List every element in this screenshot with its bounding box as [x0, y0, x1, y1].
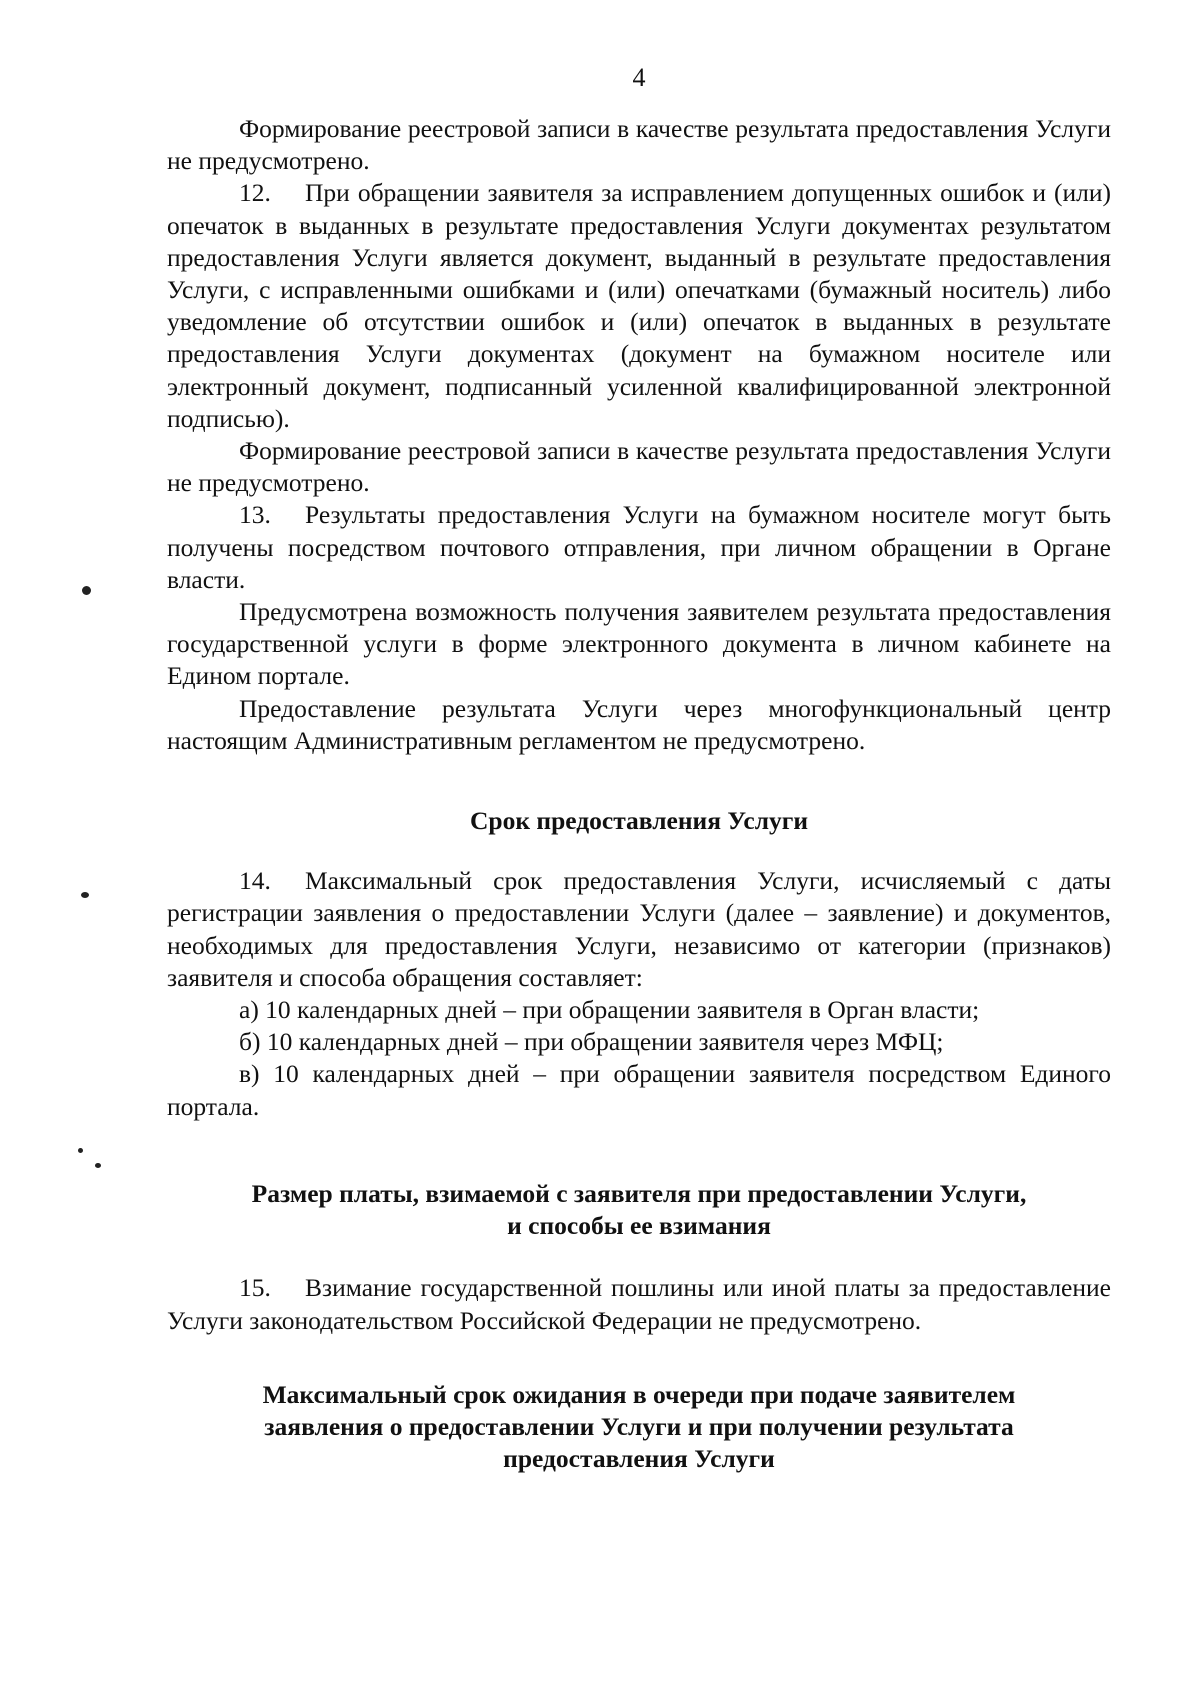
paragraph-text: При обращении заявителя за исправлением допущенных ошибок и (или) опечаток в выданных в результате предоставления Услуги документах результатом предоставления Услуги является документ, выданный в результате предоставления Услуги, с исправленными ошибками и (или) опечатками (бумажный носитель) либо уведомление об отсутствии ошибок и (или) опечаток в выданных в результате предоставления Услуги документах (документ на бумажном носителе или электронный документ, подписанный усиленной квалифицированной электронной подписью). [167, 178, 1111, 433]
list-item-v: в) 10 календарных дней – при обращении заявителя посредством Единого портала. [167, 1059, 1111, 1121]
list-item-a: а) 10 календарных дней – при обращении заявителя в Орган власти; [239, 995, 980, 1025]
item-number: 12. [239, 178, 271, 208]
paragraph-text: Максимальный срок предоставления Услуги, исчисляемый с даты регистрации заявления о предоставлении Услуги (далее – заявление) и документов, необходимых для предоставления Услуги, независимо от категории (признаков) заявителя и способа обращения составляет: [167, 866, 1111, 992]
section-heading-term: Срок предоставления Услуги [469, 806, 809, 836]
item-number: 14. [239, 866, 271, 896]
heading-line: заявления о предоставлении Услуги и при получении результата [264, 1411, 1014, 1441]
heading-line: предоставления Услуги [503, 1444, 775, 1474]
paragraph-item-15 [167, 1272, 1111, 1336]
scan-speck [95, 1163, 101, 1168]
paragraph: Формирование реестровой записи в качестве результата предоставления Услуги не предусмотрено. [167, 436, 1111, 498]
paragraph-item-12 [167, 177, 1111, 435]
item-number: 13. [239, 500, 271, 530]
scan-speck [81, 892, 89, 898]
item-number: 15. [239, 1273, 271, 1303]
paragraph-item-13 [167, 499, 1111, 596]
section-heading-queue [167, 1379, 1111, 1476]
paragraph: Формирование реестровой записи в качестве результата предоставления Услуги не предусмотрено. [167, 114, 1111, 176]
paragraph: Предоставление результата Услуги через многофункциональный центр настоящим Административным регламентом не предусмотрено. [167, 693, 1111, 755]
section-heading-fee [167, 1178, 1111, 1242]
paragraph-text: Результаты предоставления Услуги на бумажном носителе могут быть получены посредством почтового отправления, при личном обращении в Органе власти. [167, 500, 1111, 594]
scan-speck [82, 586, 91, 595]
heading-line: Максимальный срок ожидания в очереди при подаче заявителем [262, 1379, 1016, 1409]
page-number: 4 [632, 63, 646, 92]
heading-line: Размер платы, взимаемой с заявителя при предоставлении Услуги, [251, 1178, 1027, 1208]
paragraph: Предусмотрена возможность получения заявителем результата предоставления государственной услуги в форме электронного документа в личном кабинете на Едином портале. [167, 597, 1111, 691]
paragraph-item-14 [167, 865, 1111, 994]
document-page [167, 62, 1111, 1475]
list-item-b: б) 10 календарных дней – при обращении заявителя через МФЦ; [239, 1027, 944, 1057]
scan-speck [78, 1148, 83, 1153]
paragraph-text: Взимание государственной пошлины или иной платы за предоставление Услуги законодательством Российской Федерации не предусмотрено. [167, 1273, 1111, 1335]
heading-line: и способы ее взимания [507, 1211, 771, 1241]
